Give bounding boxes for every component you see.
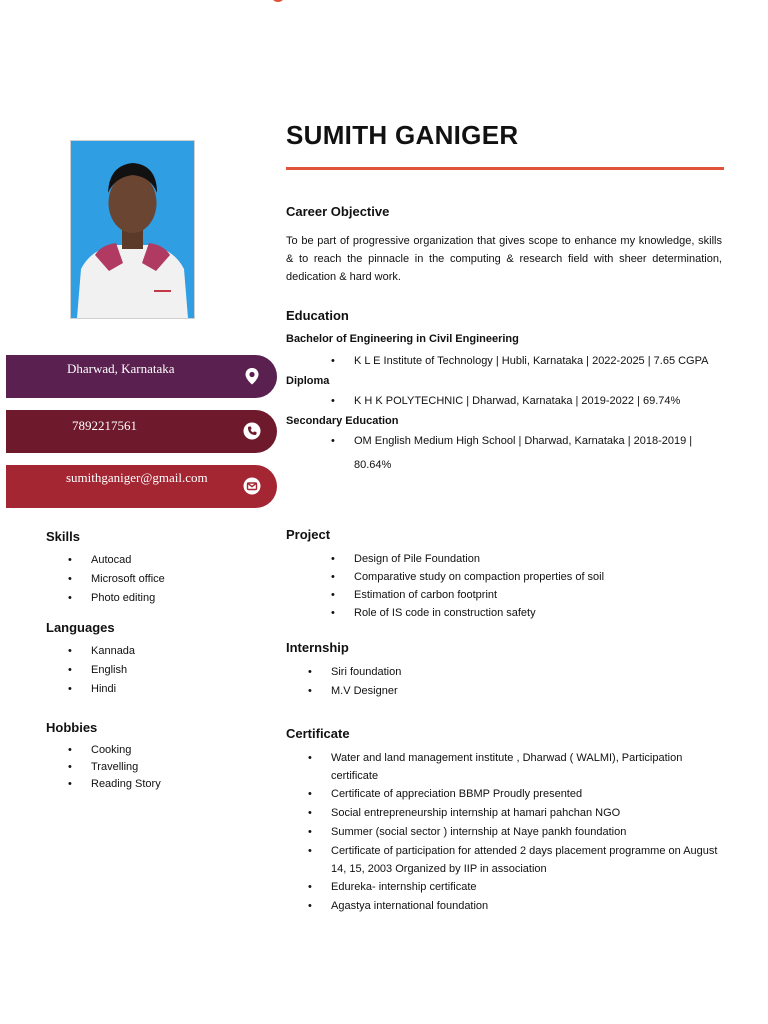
skills-heading: Skills <box>46 529 80 544</box>
map-pin-icon <box>243 367 261 385</box>
hobby-item: • Travelling <box>46 759 266 776</box>
certificate-item: • Water and land management institute , Dharwad ( WALMI), Participation certificate <box>286 749 722 785</box>
hobbies-section <box>46 720 266 793</box>
internship-item: • Siri foundation <box>286 663 722 682</box>
name-divider <box>286 167 724 170</box>
certificate-heading: Certificate <box>286 726 350 741</box>
phone-text: 7892217561 <box>72 418 137 433</box>
education-heading: Education <box>286 308 349 323</box>
location-band <box>6 355 277 398</box>
diploma-item: • K H K POLYTECHNIC | Dharwad, Karnataka | 2019-2022 | 69.74% <box>286 389 722 413</box>
top-accent-mark <box>271 0 285 2</box>
language-item: • Kannada <box>46 642 266 661</box>
email-text: sumithganiger@gmail.com <box>66 470 208 485</box>
career-objective-text: To be part of progressive organization that gives scope to enhance my knowledge, skills & to reach the pinnacle in the computing & research field with sheer determination, dedication & hard work. <box>286 235 722 283</box>
email-band <box>6 465 277 508</box>
languages-heading: Languages <box>46 620 115 635</box>
project-section <box>286 527 722 622</box>
degree-title: Bachelor of Engineering in Civil Engineering <box>286 333 519 345</box>
mail-icon <box>243 477 261 495</box>
project-heading: Project <box>286 527 331 542</box>
education-section <box>286 308 722 477</box>
certificate-item: • Certificate of participation for attended 2 days placement programme on August 14, 15, 2003 Organized by IIP in association <box>286 842 722 878</box>
hobby-item: • Cooking <box>46 742 266 759</box>
profile-photo <box>70 140 195 319</box>
hobby-item: • Reading Story <box>46 776 266 793</box>
project-item: • Estimation of carbon footprint <box>286 586 722 604</box>
language-item: • English <box>46 661 266 680</box>
certificate-item: • Certificate of appreciation BBMP Proudly presented <box>286 785 722 804</box>
certificate-section <box>286 726 722 916</box>
career-objective-section <box>286 204 722 286</box>
certificate-item: • Edureka- internship certificate <box>286 878 722 897</box>
skills-section <box>46 529 266 608</box>
phone-icon <box>243 422 261 440</box>
language-item: • Hindi <box>46 680 266 699</box>
skill-item: • Microsoft office <box>46 570 266 589</box>
hobbies-heading: Hobbies <box>46 720 98 735</box>
certificate-item: • Social entrepreneurship internship at hamari pahchan NGO <box>286 804 722 823</box>
skill-item: • Photo editing <box>46 589 266 608</box>
degree-item: • K L E Institute of Technology | Hubli, Karnataka | 2022-2025 | 7.65 CGPA <box>286 349 722 373</box>
project-item: • Role of IS code in construction safety <box>286 604 722 622</box>
languages-section <box>46 620 266 699</box>
skill-item: • Autocad <box>46 551 266 570</box>
candidate-name: SUMITH GANIGER <box>286 120 519 150</box>
project-item: • Design of Pile Foundation <box>286 550 722 568</box>
internship-item: • M.V Designer <box>286 682 722 701</box>
secondary-title: Secondary Education <box>286 415 399 427</box>
project-item: • Comparative study on compaction properties of soil <box>286 568 722 586</box>
diploma-title: Diploma <box>286 375 330 387</box>
career-objective-heading: Career Objective <box>286 204 390 219</box>
location-text: Dharwad, Karnataka <box>67 361 175 376</box>
certificate-item: • Summer (social sector ) internship at Naye pankh foundation <box>286 823 722 842</box>
secondary-item: • OM English Medium High School | Dharwad, Karnataka | 2018-2019 | 80.64% <box>286 429 722 477</box>
certificate-item: • Agastya international foundation <box>286 897 722 916</box>
phone-band <box>6 410 277 453</box>
internship-section <box>286 640 722 701</box>
internship-heading: Internship <box>286 640 349 655</box>
